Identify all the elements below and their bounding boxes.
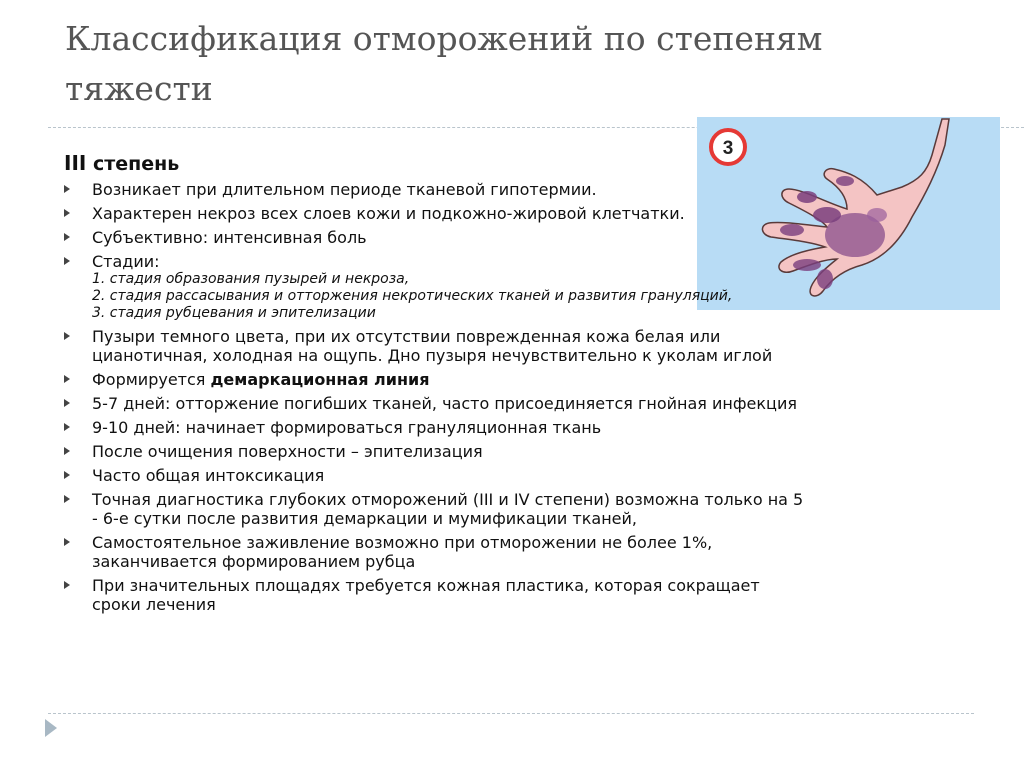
list-item <box>64 394 804 413</box>
bullet-text: 9-10 дней: начинает формироваться грануляционная ткань <box>92 418 602 437</box>
list-item <box>64 228 804 247</box>
bullet-arrow-icon <box>64 538 70 546</box>
list-item <box>64 418 804 437</box>
list-item <box>64 180 804 199</box>
bullet-arrow-icon <box>64 581 70 589</box>
bullet-text: При значительных площадях требуется кожная пластика, которая сокращает сроки лечения <box>92 576 760 614</box>
bullet-arrow-icon <box>64 233 70 241</box>
list-item <box>64 533 804 571</box>
bullet-text: Точная диагностика глубоких отморожений (III и IV степени) возможна только на 5 - 6-е сутки после развития демаркации и мумификации тканей, <box>92 490 804 528</box>
section-heading-roman: III <box>64 151 87 175</box>
list-item <box>64 576 804 614</box>
footer-divider <box>48 713 974 714</box>
bullet-text: Самостоятельное заживление возможно при отморожении не более 1%, заканчивается формированием рубца <box>92 533 713 571</box>
list-item <box>64 490 804 528</box>
bullet-arrow-icon <box>64 332 70 340</box>
slide-content <box>64 150 804 619</box>
degree-badge-number: 3 <box>722 138 734 159</box>
bullet-text: Возникает при длительном периоде тканевой гипотермии. <box>92 180 597 199</box>
list-item <box>64 327 804 365</box>
bullet-arrow-icon <box>64 399 70 407</box>
bullet-text: 5-7 дней: отторжение погибших тканей, часто присоединяется гнойная инфекция <box>92 394 797 413</box>
bullet-arrow-icon <box>64 257 70 265</box>
bullet-text: Стадии: <box>92 252 160 271</box>
list-item <box>64 204 804 223</box>
footer-arrow-icon <box>45 719 57 737</box>
bullet-arrow-icon <box>64 471 70 479</box>
slide-title: Классификация отморожений по степеням тяжести <box>65 19 823 108</box>
section-heading-word: степень <box>86 153 180 175</box>
lesion-spot <box>836 176 854 186</box>
bullet-text: Часто общая интоксикация <box>92 466 325 485</box>
lesion-spot <box>813 207 841 223</box>
stage-item: 3. стадия рубцевания и эпителизации <box>92 305 376 321</box>
bullet-list <box>64 180 804 614</box>
list-item <box>64 370 804 389</box>
stages-list <box>92 271 804 322</box>
bullet-text: Формируется <box>92 370 211 389</box>
section-heading <box>64 150 804 177</box>
bullet-arrow-icon <box>64 209 70 217</box>
list-item <box>64 252 804 322</box>
bullet-arrow-icon <box>64 495 70 503</box>
bullet-arrow-icon <box>64 185 70 193</box>
bullet-arrow-icon <box>64 447 70 455</box>
lesion-spot <box>817 269 833 289</box>
list-item <box>64 466 804 485</box>
bullet-text: Пузыри темного цвета, при их отсутствии поврежденная кожа белая или цианотичная, холодная на ощупь. Дно пузыря нечувствительно к уколам иглой <box>92 327 773 365</box>
bullet-arrow-icon <box>64 423 70 431</box>
bullet-text: Характерен некроз всех слоев кожи и подкожно-жировой клетчатки. <box>92 204 685 223</box>
bullet-bold-term: демаркационная линия <box>210 370 430 389</box>
stage-item: 2. стадия рассасывания и отторжения некротических тканей и развития грануляций, <box>92 288 733 304</box>
list-item <box>64 442 804 461</box>
bullet-arrow-icon <box>64 375 70 383</box>
lesion-spot <box>867 208 887 222</box>
bullet-text: Субъективно: интенсивная боль <box>92 228 367 247</box>
bullet-text: После очищения поверхности – эпителизация <box>92 442 483 461</box>
stage-item: 1. стадия образования пузырей и некроза, <box>92 271 410 287</box>
